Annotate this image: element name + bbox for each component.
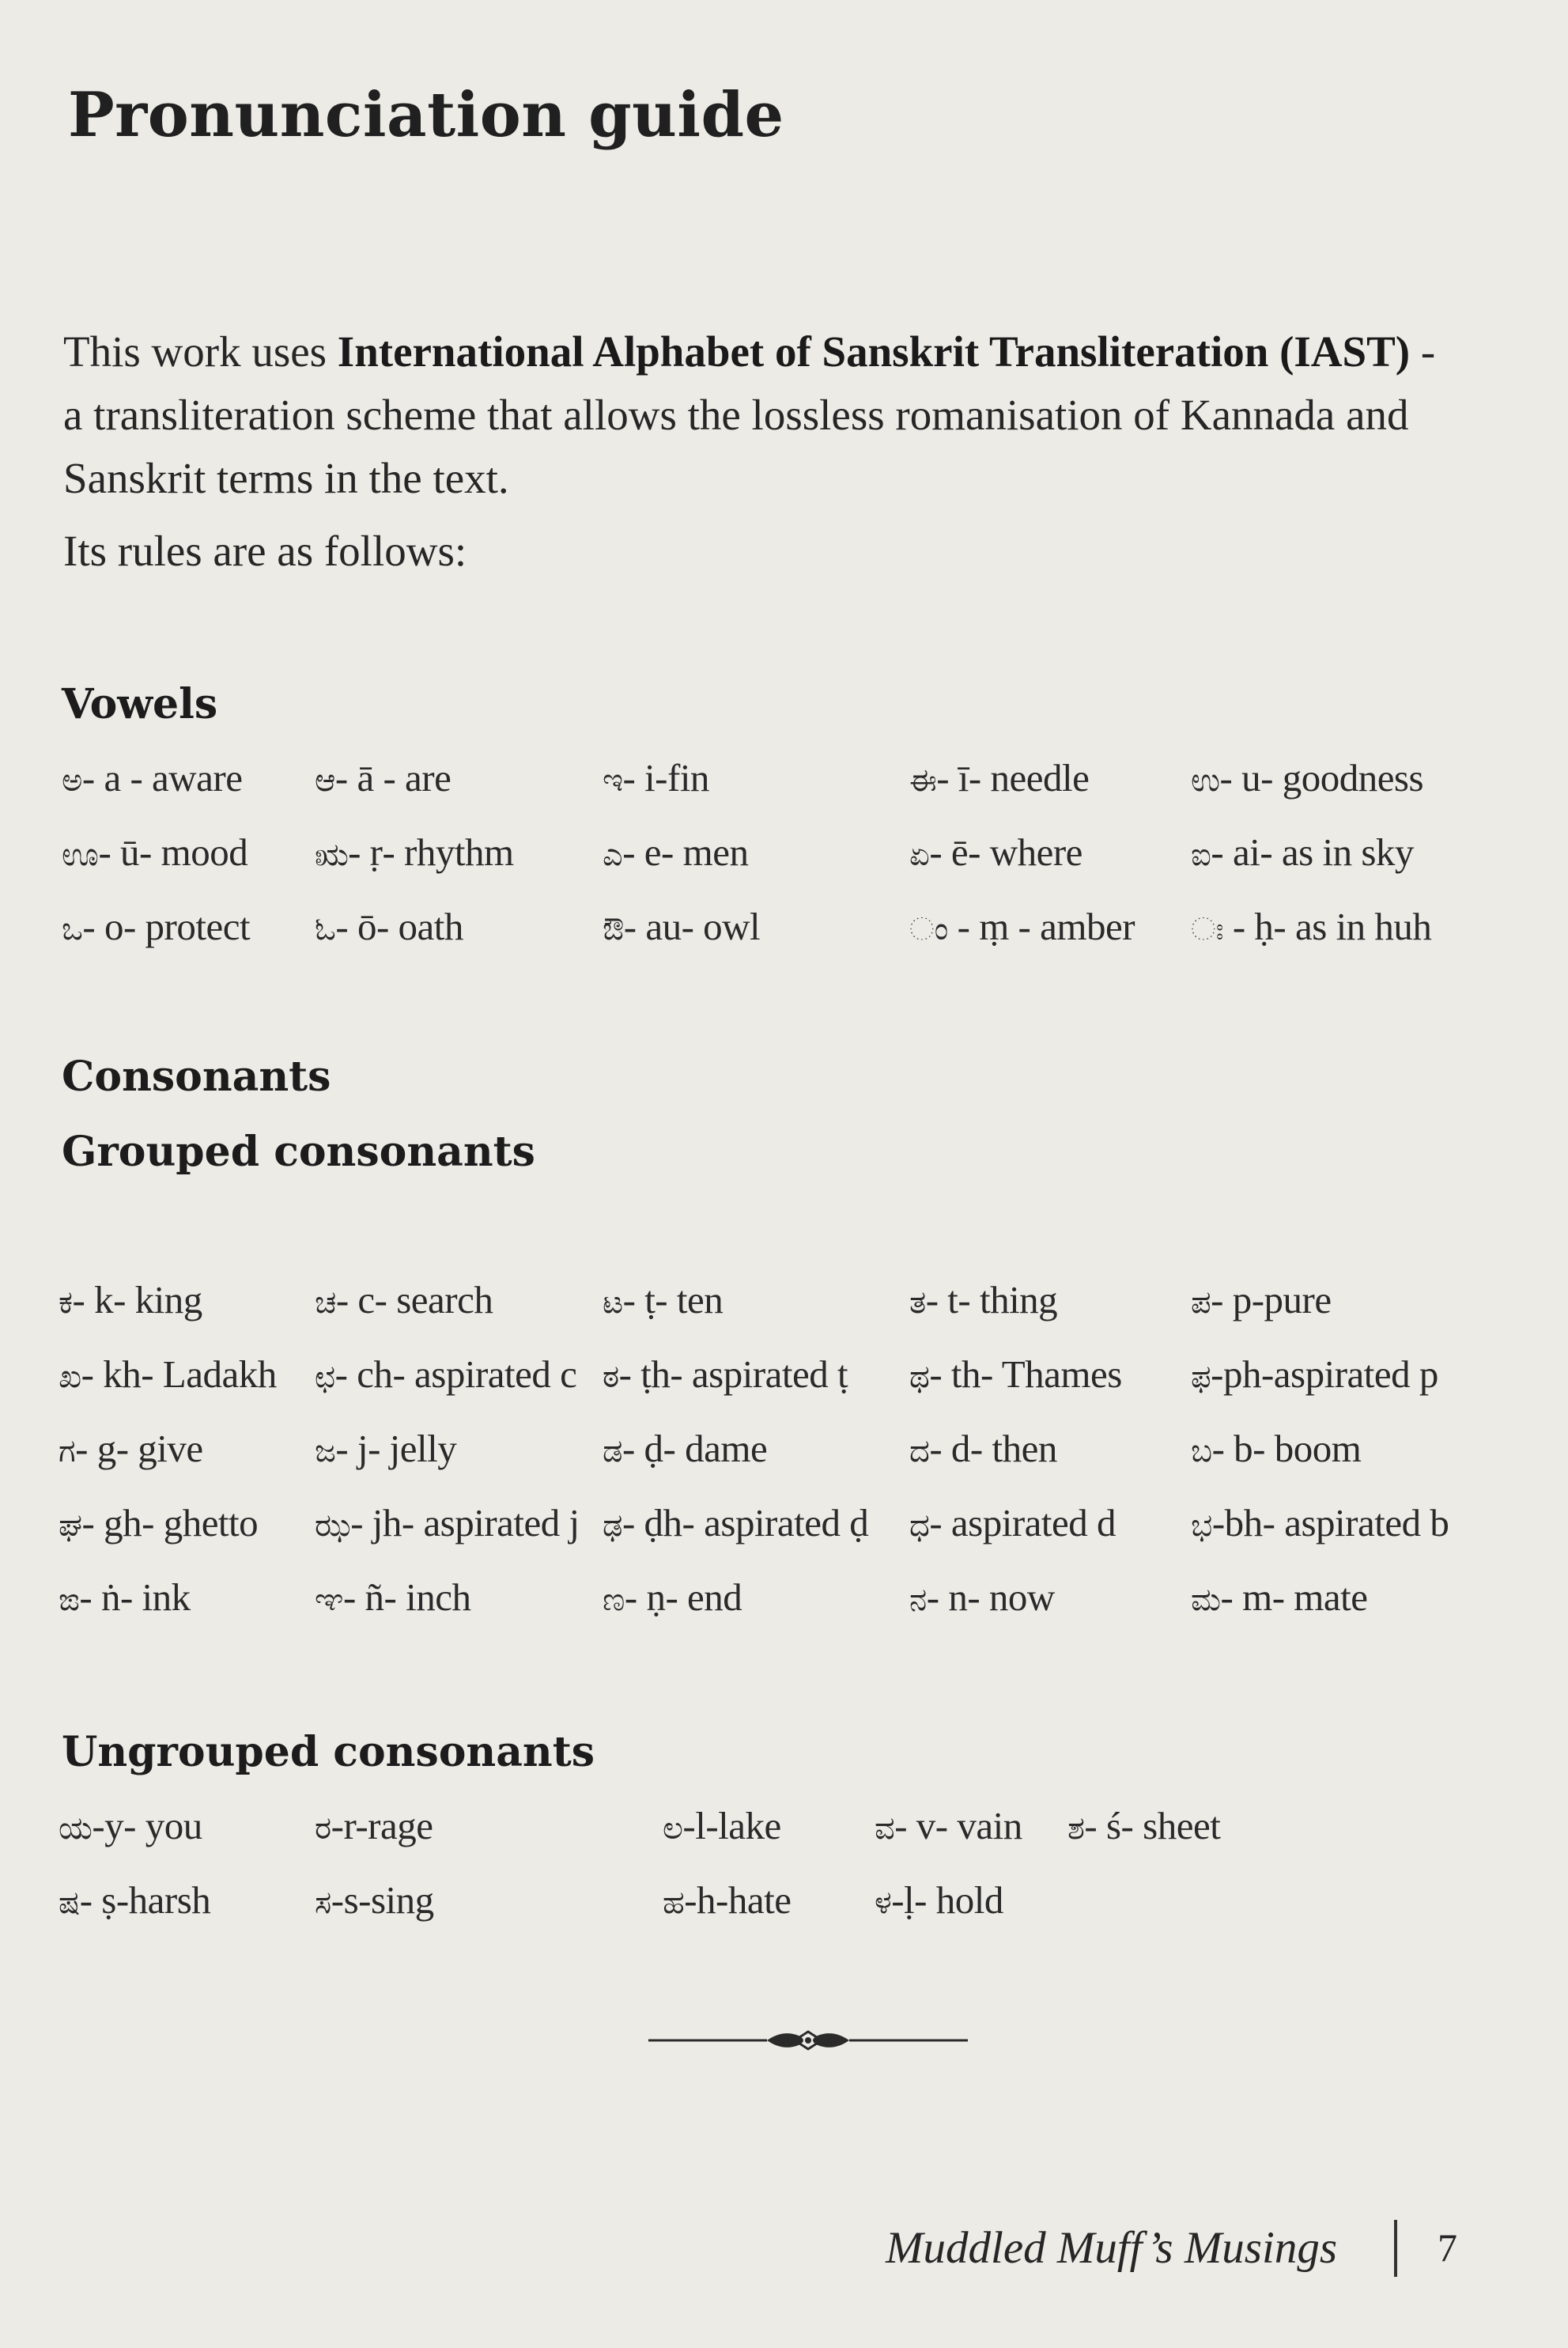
letter-entry — [1191, 1575, 1368, 1620]
romanisation: - th- — [929, 1352, 1002, 1396]
letter-entry — [1191, 830, 1414, 875]
kannada-glyph: ಗ — [59, 1433, 76, 1469]
letter-entry — [875, 1877, 1003, 1923]
romanisation: - ṭ- — [622, 1278, 677, 1321]
letter-entry — [909, 1277, 1057, 1322]
example-word: are — [405, 756, 452, 800]
table-row — [0, 1500, 1568, 1556]
letter-entry — [315, 904, 463, 949]
example-word: aspirated ḍ — [704, 1501, 869, 1545]
kannada-glyph: ಫ — [1191, 1359, 1211, 1395]
example-word: end — [687, 1575, 742, 1619]
letter-entry — [1191, 1426, 1361, 1471]
romanisation: - ḍh- — [622, 1501, 705, 1545]
kannada-glyph: ಧ — [909, 1507, 930, 1544]
romanisation: - — [929, 1501, 951, 1545]
example-word: mood — [161, 830, 248, 874]
letter-entry — [315, 1352, 576, 1397]
romanisation: - ū- — [98, 830, 161, 874]
letter-entry — [1067, 1803, 1220, 1848]
kannada-glyph: ಡ — [603, 1433, 622, 1469]
table-row — [0, 904, 1568, 959]
kannada-glyph: ಮ — [1191, 1582, 1221, 1618]
letter-entry — [603, 1352, 848, 1397]
example-word: owl — [703, 905, 761, 948]
table-row — [0, 1877, 1568, 1933]
romanisation: - t- — [925, 1278, 980, 1321]
romanisation: - jh- — [350, 1501, 424, 1545]
table-row — [0, 1277, 1568, 1333]
letter-entry — [59, 1877, 210, 1923]
kannada-glyph: ಪ — [1191, 1284, 1211, 1321]
letter-entry — [909, 755, 1089, 800]
example-word: aware — [152, 756, 243, 800]
kannada-glyph: ಙ — [59, 1582, 80, 1618]
letter-entry — [1191, 1500, 1449, 1545]
letter-entry — [603, 1500, 868, 1545]
table-row — [0, 1426, 1568, 1481]
letter-entry — [315, 755, 451, 800]
letter-entry — [1191, 1352, 1438, 1397]
example-word: aspirated c — [414, 1352, 577, 1396]
example-word: aspirated ṭ — [691, 1352, 848, 1396]
letter-entry — [315, 1277, 493, 1322]
letter-entry — [603, 1277, 723, 1322]
romanisation: - ṭh- — [618, 1352, 692, 1396]
romanisation: -bh- — [1211, 1501, 1285, 1545]
kannada-glyph: ಃ — [1191, 911, 1224, 947]
example-word: as in sky — [1281, 830, 1414, 874]
romanisation: - ch- — [334, 1352, 415, 1396]
letter-entry — [909, 1352, 1122, 1397]
romanisation: - g- — [75, 1427, 138, 1470]
letter-entry — [1191, 904, 1431, 949]
kannada-glyph: ಢ — [603, 1507, 622, 1544]
kannada-glyph: ಓ — [315, 911, 336, 947]
example-word: amber — [1040, 905, 1135, 948]
example-word: king — [134, 1278, 202, 1321]
romanisation: - ṃ - — [947, 905, 1041, 948]
example-word: harsh — [128, 1878, 211, 1922]
section-heading-vowels: Vowels — [62, 680, 218, 728]
section-heading-consonants: Consonants — [62, 1053, 331, 1101]
letter-entry — [603, 1575, 742, 1620]
example-word: lake — [718, 1804, 781, 1847]
letter-entry — [909, 830, 1082, 875]
example-word: ghetto — [163, 1501, 259, 1545]
letter-entry — [875, 1803, 1022, 1848]
example-word: now — [988, 1575, 1055, 1619]
example-word: aspirated b — [1284, 1501, 1449, 1545]
kannada-glyph: ಖ — [59, 1359, 81, 1395]
letter-entry — [603, 830, 748, 875]
example-word: men — [682, 830, 749, 874]
kannada-glyph: ಶ — [1067, 1810, 1085, 1847]
footer-page-number: 7 — [1438, 2225, 1457, 2270]
kannada-glyph: ಹ — [663, 1885, 685, 1921]
romanisation: - ḍ- — [622, 1427, 686, 1470]
romanisation: - k- — [72, 1278, 135, 1321]
letter-entry — [909, 1500, 1116, 1545]
example-word: you — [145, 1804, 202, 1847]
kannada-glyph: ಐ — [1191, 837, 1211, 873]
romanisation: - u- — [1219, 756, 1283, 800]
romanisation: -l- — [682, 1804, 719, 1847]
intro-paragraph — [63, 320, 1463, 510]
footer-separator — [1394, 2220, 1397, 2277]
romanisation: -ph- — [1211, 1352, 1274, 1396]
table-row — [0, 755, 1568, 811]
romanisation: - d- — [929, 1427, 992, 1470]
intro-bold-term: International Alphabet of Sanskrit Transliteration (IAST) — [337, 327, 1411, 376]
letter-entry — [59, 1575, 191, 1620]
kannada-glyph: ಔ — [603, 911, 624, 947]
example-word: give — [138, 1427, 203, 1470]
section-heading-grouped: Grouped consonants — [62, 1128, 535, 1176]
romanisation: - j- — [335, 1427, 390, 1470]
letter-entry — [315, 1803, 433, 1848]
ornament-divider — [648, 2025, 968, 2056]
letter-entry — [315, 1426, 456, 1471]
romanisation: - ḥ- — [1223, 905, 1295, 948]
letter-entry — [59, 1352, 277, 1397]
table-row — [0, 830, 1568, 885]
kannada-glyph: ಣ — [603, 1582, 625, 1618]
kannada-glyph: ವ — [875, 1810, 895, 1847]
romanisation: - ṛ- — [348, 830, 405, 874]
letter-entry — [62, 904, 250, 949]
romanisation: - ṅ- — [79, 1575, 142, 1619]
example-word: jelly — [389, 1427, 457, 1470]
example-word: as in huh — [1295, 905, 1432, 948]
kannada-glyph: ಘ — [59, 1507, 82, 1544]
letter-entry — [909, 904, 1135, 949]
romanisation: - ñ- — [342, 1575, 406, 1619]
romanisation: - ō- — [335, 905, 399, 948]
romanisation: -s- — [331, 1878, 371, 1922]
letter-entry — [59, 1426, 203, 1471]
romanisation: - b- — [1211, 1427, 1275, 1470]
intro-text-a: This work uses — [63, 327, 338, 376]
romanisation: - ś- — [1084, 1804, 1143, 1847]
table-row — [0, 1803, 1568, 1858]
letter-entry — [1191, 1277, 1332, 1322]
intro-text-b: - a transliteration scheme that allows the lossless romanisation of Kannada and Sanskrit terms in the text. — [63, 327, 1436, 502]
kannada-glyph: ಟ — [603, 1284, 623, 1321]
kannada-glyph: ಊ — [62, 837, 99, 873]
romanisation: -ḷ- — [891, 1878, 936, 1922]
footer-book-title: Muddled Muff’s Musings — [886, 2223, 1338, 2273]
kannada-glyph: ದ — [909, 1433, 930, 1469]
kannada-glyph: ಚ — [315, 1284, 336, 1321]
example-word: ink — [142, 1575, 191, 1619]
example-word: vain — [957, 1804, 1022, 1847]
kannada-glyph: ಏ — [909, 837, 930, 873]
kannada-glyph: ಲ — [663, 1810, 683, 1847]
example-word: aspirated p — [1273, 1352, 1438, 1396]
kannada-glyph: ಋ — [315, 837, 349, 873]
example-word: protect — [145, 905, 251, 948]
example-word: search — [396, 1278, 493, 1321]
romanisation: - p- — [1211, 1278, 1264, 1321]
table-row — [0, 1575, 1568, 1630]
kannada-glyph: ಝ — [315, 1507, 351, 1544]
letter-entry — [315, 1575, 471, 1620]
kannada-glyph: ಈ — [909, 762, 937, 799]
kannada-glyph: ಸ — [315, 1885, 331, 1921]
kannada-glyph: ಛ — [315, 1359, 335, 1395]
letter-entry — [62, 830, 247, 875]
kannada-glyph: ಞ — [315, 1582, 343, 1618]
kannada-glyph: ಷ — [59, 1885, 80, 1921]
example-word: inch — [406, 1575, 471, 1619]
letter-entry — [62, 755, 242, 800]
romanisation: - kh- — [81, 1352, 163, 1396]
kannada-glyph: ಬ — [1191, 1433, 1212, 1469]
romanisation: -r- — [331, 1804, 368, 1847]
letter-entry — [315, 1877, 434, 1923]
letter-entry — [603, 1426, 767, 1471]
romanisation: - a - — [81, 756, 153, 800]
letter-entry — [603, 755, 709, 800]
kannada-glyph: ನ — [909, 1582, 927, 1618]
letter-entry — [59, 1500, 258, 1545]
example-word: hold — [935, 1878, 1003, 1922]
example-word: sheet — [1143, 1804, 1221, 1847]
romanisation: - ī- — [936, 756, 991, 800]
romanisation: - gh- — [81, 1501, 164, 1545]
kannada-glyph: ಉ — [1191, 762, 1220, 799]
kannada-glyph: ಜ — [315, 1433, 336, 1469]
example-word: needle — [990, 756, 1090, 800]
romanisation: - c- — [335, 1278, 397, 1321]
letter-entry — [1191, 755, 1423, 800]
letter-entry — [315, 830, 514, 875]
example-word: mate — [1294, 1575, 1368, 1619]
letter-entry — [909, 1575, 1055, 1620]
example-word: aspirated j — [423, 1501, 580, 1545]
kannada-glyph: ಥ — [909, 1359, 930, 1395]
example-word: goodness — [1282, 756, 1424, 800]
section-heading-ungrouped: Ungrouped consonants — [62, 1728, 595, 1776]
example-word: oath — [398, 905, 463, 948]
kannada-glyph: ಠ — [603, 1359, 619, 1395]
kannada-glyph: ಂ — [909, 911, 948, 947]
romanisation: - ai- — [1211, 830, 1282, 874]
example-word: then — [992, 1427, 1057, 1470]
kannada-glyph: ಕ — [59, 1284, 73, 1321]
romanisation: - ā - — [334, 756, 406, 800]
romanisation: - ṣ- — [79, 1878, 129, 1922]
letter-entry — [603, 904, 760, 949]
romanisation: - au- — [623, 905, 704, 948]
kannada-glyph: ಯ — [59, 1810, 93, 1847]
romanisation: - o- — [82, 905, 145, 948]
romanisation: -y- — [92, 1804, 145, 1847]
example-word: rage — [368, 1804, 433, 1847]
table-row — [0, 1352, 1568, 1407]
kannada-glyph: ಆ — [315, 762, 335, 799]
romanisation: -h- — [684, 1878, 728, 1922]
romanisation: - ṇ- — [624, 1575, 688, 1619]
kannada-glyph: ಭ — [1191, 1507, 1212, 1544]
example-word: boom — [1274, 1427, 1362, 1470]
example-word: rhythm — [404, 830, 514, 874]
romanisation: - e- — [622, 830, 683, 874]
letter-entry — [663, 1803, 781, 1848]
example-word: Ladakh — [162, 1352, 277, 1396]
letter-entry — [59, 1277, 202, 1322]
romanisation: - n- — [926, 1575, 989, 1619]
example-word: ten — [676, 1278, 724, 1321]
example-word: Thames — [1001, 1352, 1122, 1396]
kannada-glyph: ರ — [315, 1810, 331, 1847]
romanisation: - ē- — [929, 830, 990, 874]
page-title: Pronunciation guide — [68, 79, 784, 151]
letter-entry — [663, 1877, 792, 1923]
example-word: sing — [370, 1878, 434, 1922]
romanisation: - m- — [1220, 1575, 1294, 1619]
example-word: hate — [727, 1878, 792, 1922]
example-word: fin — [667, 756, 709, 800]
example-word: thing — [979, 1278, 1058, 1321]
kannada-glyph: ಎ — [603, 837, 623, 873]
kannada-glyph: ಅ — [62, 762, 82, 799]
letter-entry — [315, 1500, 580, 1545]
example-word: dame — [685, 1427, 768, 1470]
kannada-glyph: ಇ — [603, 762, 623, 799]
example-word: pure — [1264, 1278, 1332, 1321]
kannada-glyph: ಒ — [62, 911, 83, 947]
letter-entry — [59, 1803, 202, 1848]
example-word: where — [989, 830, 1082, 874]
example-word: aspirated d — [950, 1501, 1116, 1545]
letter-entry — [909, 1426, 1057, 1471]
kannada-glyph: ಳ — [875, 1885, 892, 1921]
romanisation: - i- — [622, 756, 667, 800]
rules-intro: Its rules are as follows: — [63, 527, 467, 575]
romanisation: - v- — [894, 1804, 958, 1847]
kannada-glyph: ತ — [909, 1284, 926, 1321]
